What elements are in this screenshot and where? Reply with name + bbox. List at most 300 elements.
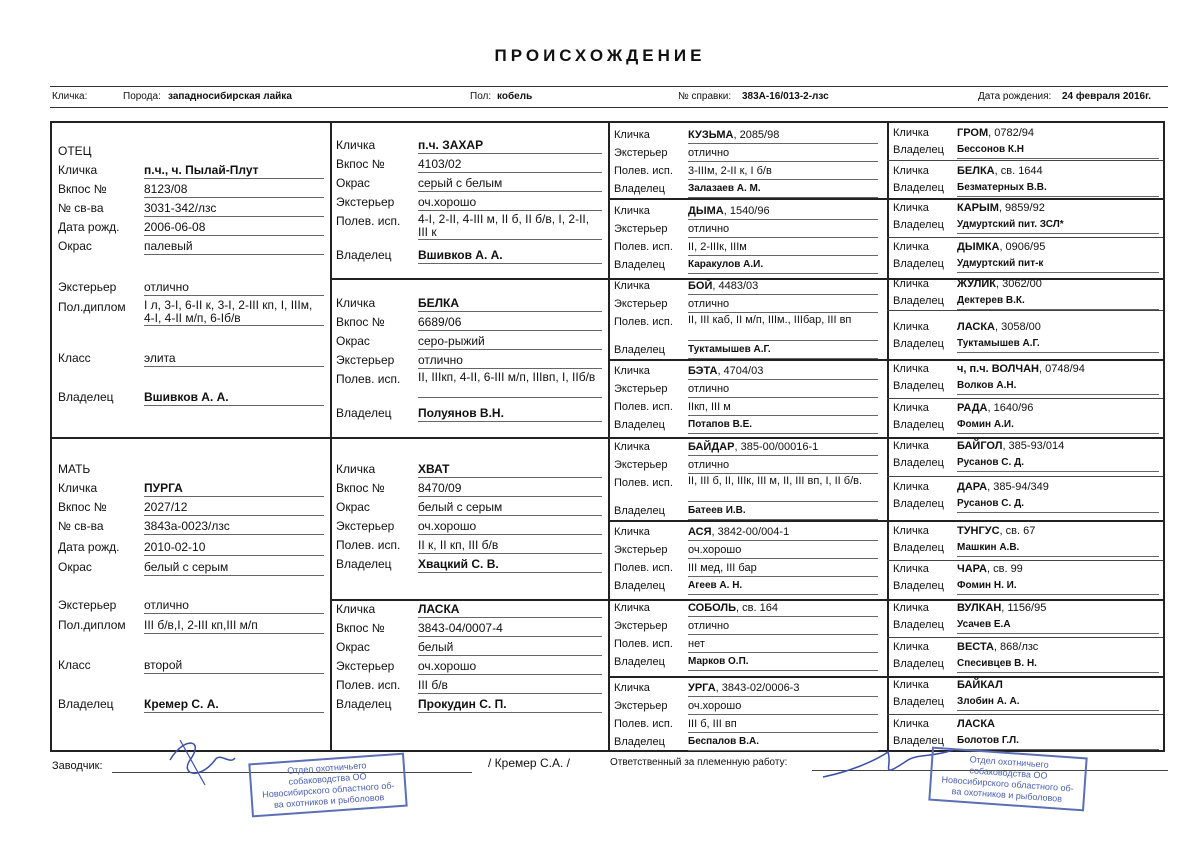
great-grandparent-field-label: Владелец <box>614 656 665 668</box>
mother-row: Окрас белый с серым <box>58 559 326 575</box>
dog-name: АСЯ <box>688 526 712 538</box>
great-great-grandparent-block <box>893 561 1161 597</box>
father-row: Кличка п.ч., ч. Пылай-Плут <box>58 162 326 178</box>
great-grandparent-row <box>614 524 884 540</box>
great-grandparent-field-value: II, III б, II, IIIк, III м, II, III вп, I, II б/в. <box>688 475 878 502</box>
great-grandparent-field-value: отлично <box>688 145 878 162</box>
great-grandparent-field-label: Экстерьер <box>614 459 668 471</box>
row-divider <box>887 398 1163 399</box>
great-great-grandparent-block <box>893 163 1161 199</box>
header-line <box>50 86 1168 108</box>
header-name-label: Кличка: <box>52 91 88 102</box>
great-great-grandparent-owner: Туктамышев А.Г. <box>957 336 1159 353</box>
grandparent-field-value: Полуянов В.Н. <box>418 405 602 422</box>
registry-number: , 9859/92 <box>998 202 1045 214</box>
great-great-grandparent-field-label: Кличка <box>893 718 929 730</box>
great-great-grandparent-row <box>893 256 1161 272</box>
great-great-grandparent-block <box>893 523 1161 559</box>
great-great-grandparent-field-label: Владелец <box>893 295 944 307</box>
great-great-grandparent-field-label: Владелец <box>893 258 944 270</box>
great-grandparent-field-label: Экстерьер <box>614 700 668 712</box>
great-great-grandparent-owner: Машкин А.В. <box>957 540 1159 557</box>
grandparent-row <box>336 537 604 553</box>
grandparent-field-value: ЛАСКА <box>418 601 602 618</box>
grandparent-row <box>336 499 604 515</box>
grandparent-field-label: Вкпос № <box>336 315 385 329</box>
great-great-grandparent-field-label: Кличка <box>893 127 929 139</box>
great-great-grandparent-row <box>893 694 1161 710</box>
great-grandparent-field-value: IIкп, III м <box>688 399 878 416</box>
grandparent-field-value: 4-I, 2-II, 4-III м, II б, II б/в, I, 2-II, III к <box>418 213 602 240</box>
registry-number: , св. 1644 <box>994 165 1043 177</box>
father-row: Вкпос № 8123/08 <box>58 181 326 197</box>
great-grandparent-row <box>614 698 884 714</box>
great-grandparent-field-value: Туктамышев А.Г. <box>688 342 878 359</box>
great-grandparent-row <box>614 363 884 379</box>
dog-name: УРГА <box>688 682 716 694</box>
great-great-grandparent-field-label: Кличка <box>893 202 929 214</box>
great-great-grandparent-owner: Волков А.Н. <box>957 378 1159 395</box>
dog-name: ЛАСКА <box>957 718 995 730</box>
grandparent-row <box>336 677 604 693</box>
registry-number: , 868/лзс <box>993 641 1039 653</box>
dog-name: ГРОМ <box>957 127 989 139</box>
great-great-grandparent-row <box>893 400 1161 416</box>
great-great-grandparent-row <box>893 438 1161 454</box>
dog-name: РАДА <box>957 402 988 414</box>
registry-number: , 385-00/00016-1 <box>734 441 819 453</box>
great-grandparent-field-value: отлично <box>688 221 878 238</box>
dog-name: БАЙКАЛ <box>957 679 1003 691</box>
great-grandparent-row <box>614 278 884 294</box>
grandparent-block <box>336 295 604 445</box>
grandparent-row <box>336 314 604 330</box>
registry-number: , 3842-00/004-1 <box>711 526 790 538</box>
mother-row: Класс второй <box>58 657 326 673</box>
registry-number: , св. 99 <box>987 563 1023 575</box>
great-great-grandparent-block <box>893 361 1161 397</box>
great-grandparent-field-value: III мед, III бар <box>688 560 878 577</box>
grandparent-row <box>336 620 604 636</box>
grandparent-field-label: Вкпос № <box>336 157 385 171</box>
breeder-name: / Кремер С.А. / <box>488 756 570 770</box>
father-row: Окрас палевый <box>58 238 326 254</box>
great-great-grandparent-row <box>893 142 1161 158</box>
great-great-grandparent-owner: Безматерных В.В. <box>957 180 1159 197</box>
great-great-grandparent-block <box>893 276 1161 312</box>
great-great-grandparent-row <box>893 163 1161 179</box>
great-grandparent-name <box>688 127 878 144</box>
great-great-grandparent-name <box>957 276 1159 292</box>
great-great-grandparent-owner: Русанов С. Д. <box>957 496 1159 513</box>
great-grandparent-row <box>614 181 884 197</box>
grandparent-row <box>336 658 604 674</box>
great-grandparent-field-label: Экстерьер <box>614 620 668 632</box>
great-great-grandparent-block <box>893 400 1161 436</box>
grandparent-row <box>336 213 604 239</box>
page-title: ПРОИСХОЖДЕНИЕ <box>494 46 706 65</box>
dog-name: ВУЛКАН <box>957 602 1002 614</box>
great-grandparent-field-label: Полев. исп. <box>614 718 673 730</box>
great-grandparent-row <box>614 457 884 473</box>
registry-number: , 3062/00 <box>995 278 1042 290</box>
great-grandparent-row <box>614 636 884 652</box>
grandparent-row <box>336 556 604 572</box>
registry-number: , 385-94/349 <box>987 481 1049 493</box>
great-grandparent-field-value: оч.хорошо <box>688 542 878 559</box>
great-great-grandparent-field-label: Кличка <box>893 321 929 333</box>
great-great-grandparent-field-label: Кличка <box>893 440 929 452</box>
great-grandparent-name <box>688 203 878 220</box>
great-grandparent-field-value: Батеев И.В. <box>688 503 878 520</box>
great-grandparent-name <box>688 600 878 617</box>
row-divider <box>887 714 1163 715</box>
grandparent-field-value: отлично <box>418 352 602 369</box>
registry-number: , 4704/03 <box>717 365 764 377</box>
great-grandparent-field-value: II, III каб, II м/п, IIIм., IIIбар, III вп <box>688 314 878 341</box>
great-grandparent-row <box>614 239 884 255</box>
great-grandparent-row <box>614 439 884 455</box>
great-great-grandparent-field-label: Владелец <box>893 498 944 510</box>
grandparent-block <box>336 601 604 751</box>
great-great-grandparent-field-label: Кличка <box>893 525 929 537</box>
dog-name: БАЙГОЛ <box>957 440 1003 452</box>
grandparent-field-value: серый с белым <box>418 175 602 192</box>
great-great-grandparent-block <box>893 239 1161 275</box>
great-grandparent-row <box>614 417 884 433</box>
grandparent-field-value: Вшивков А. А. <box>418 247 602 264</box>
dog-name: БЕЛКА <box>957 165 995 177</box>
great-great-grandparent-block <box>893 125 1161 161</box>
registry-number: , 2085/98 <box>733 129 780 141</box>
great-great-grandparent-field-label: Кличка <box>893 481 929 493</box>
great-great-grandparent-name <box>957 239 1159 255</box>
grandparent-row <box>336 247 604 263</box>
grandparent-field-value: II к, II кп, III б/в <box>418 537 602 554</box>
great-great-grandparent-name <box>957 479 1159 495</box>
great-grandparent-field-label: Владелец <box>614 344 665 356</box>
dog-name: ДЫМКА <box>957 241 1000 253</box>
grandparent-row <box>336 295 604 311</box>
grandparent-field-label: Кличка <box>336 462 376 476</box>
header-breed-label: Порода: <box>123 91 161 102</box>
dog-name: ЖУЛИК <box>957 278 996 290</box>
great-grandparent-field-value: Беспалов В.А. <box>688 734 878 751</box>
great-grandparent-row <box>614 618 884 634</box>
father-row: Пол.диплом I л, 3-I, 6-II к, 3-I, 2-III кп, I, IIIм, 4-I, 4-II м/п, 6-Iб/в <box>58 299 326 329</box>
great-great-grandparent-row <box>893 677 1161 693</box>
grandparent-field-label: Экстерьер <box>336 195 395 209</box>
great-grandparent-block <box>614 127 884 203</box>
mother-name: ПУРГА <box>144 480 324 497</box>
great-grandparent-field-label: Экстерьер <box>614 383 668 395</box>
grandparent-field-label: Полев. исп. <box>336 372 401 386</box>
registry-number: , 4483/03 <box>712 280 759 292</box>
great-grandparent-row <box>614 680 884 696</box>
grandparent-field-value: II, IIIкп, 4-II, 6-III м/п, IIIвп, I, IIб/в <box>418 371 602 398</box>
great-grandparent-field-value: Марков О.П. <box>688 654 878 671</box>
great-grandparent-field-label: Кличка <box>614 280 650 292</box>
great-grandparent-field-label: Полев. исп. <box>614 241 673 253</box>
grandparent-field-label: Экстерьер <box>336 659 395 673</box>
great-great-grandparent-block <box>893 200 1161 236</box>
grandparent-field-value: БЕЛКА <box>418 295 602 312</box>
mother-row: Дата рожд. 2010-02-10 <box>58 539 326 555</box>
grandparent-field-label: Кличка <box>336 296 376 310</box>
great-great-grandparent-name <box>957 438 1159 454</box>
dog-name: ч, п.ч. ВОЛЧАН <box>957 363 1039 375</box>
great-grandparent-row <box>614 381 884 397</box>
great-great-grandparent-name <box>957 600 1159 616</box>
great-grandparent-field-label: Экстерьер <box>614 223 668 235</box>
grandparent-row <box>336 518 604 534</box>
great-great-grandparent-field-label: Владелец <box>893 219 944 231</box>
great-grandparent-field-label: Владелец <box>614 419 665 431</box>
grandparent-field-label: Владелец <box>336 248 392 262</box>
great-great-grandparent-block <box>893 479 1161 515</box>
grandparent-field-value: 4103/02 <box>418 156 602 173</box>
dog-name: СОБОЛЬ <box>688 602 737 614</box>
father-heading: ОТЕЦ <box>58 144 92 158</box>
registry-number: , 3058/00 <box>995 321 1041 333</box>
registry-number: , 0748/94 <box>1038 363 1085 375</box>
great-great-grandparent-owner: Злобин А. А. <box>957 694 1159 711</box>
grandparent-field-value: оч.хорошо <box>418 518 602 535</box>
dog-name: БАЙДАР <box>688 441 735 453</box>
great-grandparent-row <box>614 716 884 732</box>
pedigree-grid <box>50 121 1165 752</box>
great-grandparent-name <box>688 680 878 697</box>
great-great-grandparent-row <box>893 200 1161 216</box>
great-great-grandparent-field-label: Владелец <box>893 658 944 670</box>
great-great-grandparent-field-label: Кличка <box>893 641 929 653</box>
great-great-grandparent-owner: Фомин Н. И. <box>957 578 1159 595</box>
great-great-grandparent-field-label: Кличка <box>893 679 929 691</box>
grandparent-field-value: 3843-04/0007-4 <box>418 620 602 637</box>
grandparent-field-value: Прокудин С. П. <box>418 696 602 713</box>
great-grandparent-field-value: отлично <box>688 457 878 474</box>
great-great-grandparent-name <box>957 200 1159 216</box>
great-grandparent-name <box>688 524 878 541</box>
dog-name: БЭТА <box>688 365 718 377</box>
great-grandparent-block <box>614 600 884 676</box>
great-grandparent-field-label: Экстерьер <box>614 544 668 556</box>
father-row: № св-ва 3031-342/лзс <box>58 200 326 216</box>
father-row: Дата рожд. 2006-06-08 <box>58 219 326 235</box>
great-great-grandparent-row <box>893 578 1161 594</box>
mother-row: Вкпос № 2027/12 <box>58 499 326 515</box>
registry-number: , 0782/94 <box>988 127 1035 139</box>
grandparent-row <box>336 156 604 172</box>
great-grandparent-field-value: Залазаев А. М. <box>688 181 878 198</box>
great-great-grandparent-owner: Болотов Г.Л. <box>957 733 1159 750</box>
great-grandparent-field-label: Кличка <box>614 129 650 141</box>
grandparent-field-value: III б/в <box>418 677 602 694</box>
great-great-grandparent-row <box>893 319 1161 335</box>
mother-block <box>58 461 326 751</box>
great-great-grandparent-row <box>893 656 1161 672</box>
great-grandparent-row <box>614 560 884 576</box>
grandparent-row <box>336 601 604 617</box>
grandparent-row <box>336 480 604 496</box>
father-name: п.ч., ч. Пылай-Плут <box>144 162 324 179</box>
grandparent-field-label: Владелец <box>336 557 392 571</box>
great-great-grandparent-owner: Русанов С. Д. <box>957 455 1159 472</box>
dog-name: ДЫМА <box>688 205 724 217</box>
great-great-grandparent-field-label: Кличка <box>893 563 929 575</box>
great-great-grandparent-owner: Спесивцев В. Н. <box>957 656 1159 673</box>
breeder-signature <box>160 730 240 790</box>
great-grandparent-field-label: Кличка <box>614 602 650 614</box>
great-grandparent-field-label: Кличка <box>614 365 650 377</box>
great-great-grandparent-row <box>893 180 1161 196</box>
header-cert-label: № справки: <box>678 91 732 102</box>
grandparent-field-value: оч.хорошо <box>418 194 602 211</box>
great-great-grandparent-owner: Усачев Е.А <box>957 617 1159 634</box>
great-grandparent-row <box>614 600 884 616</box>
mother-row: № св-ва 3843а-0023/лзс <box>58 518 326 534</box>
father-block <box>58 143 326 433</box>
great-great-grandparent-owner: Удмуртский пит-к <box>957 256 1159 273</box>
grandparent-field-label: Полев. исп. <box>336 214 401 228</box>
great-great-grandparent-row <box>893 217 1161 233</box>
dog-name: ДАРА <box>957 481 988 493</box>
great-great-grandparent-row <box>893 336 1161 352</box>
great-grandparent-field-label: Полев. исп. <box>614 165 673 177</box>
grandparent-row <box>336 137 604 153</box>
great-great-grandparent-row <box>893 496 1161 512</box>
header-breed-value: западносибирская лайка <box>168 91 292 102</box>
grandparent-field-label: Полев. исп. <box>336 538 401 552</box>
registry-number: , св. 164 <box>736 602 778 614</box>
great-great-grandparent-owner: Бессонов К.Н <box>957 142 1159 159</box>
grandparent-field-label: Владелец <box>336 406 392 420</box>
great-great-grandparent-row <box>893 617 1161 633</box>
great-grandparent-field-label: Владелец <box>614 183 665 195</box>
great-great-grandparent-row <box>893 600 1161 616</box>
great-great-grandparent-field-label: Кличка <box>893 402 929 414</box>
registry-number: , 385-93/014 <box>1002 440 1065 452</box>
registry-number: , 1156/95 <box>1001 602 1047 614</box>
dog-name: ВЕСТА <box>957 641 994 653</box>
great-great-grandparent-field-label: Кличка <box>893 602 929 614</box>
grandparent-field-value: ХВАТ <box>418 461 602 478</box>
great-great-grandparent-block <box>893 639 1161 675</box>
registry-number: , 3843-02/0006-3 <box>715 682 800 694</box>
great-grandparent-row <box>614 314 884 330</box>
mother-row: Пол.диплом III б/в,I, 2-III кп,III м/п <box>58 617 326 633</box>
grandparent-row <box>336 333 604 349</box>
great-great-grandparent-name <box>957 561 1159 577</box>
grandparent-field-label: Окрас <box>336 640 370 654</box>
header-dob-label: Дата рождения: <box>978 91 1052 102</box>
great-great-grandparent-owner: Удмуртский пит. ЗСЛ* <box>957 217 1159 234</box>
registry-number: , 1640/96 <box>987 402 1034 414</box>
row-divider <box>887 476 1163 477</box>
great-grandparent-name <box>688 278 878 295</box>
grandparent-field-label: Вкпос № <box>336 621 385 635</box>
header-dob-value: 24 февраля 2016г. <box>1062 91 1152 102</box>
great-great-grandparent-row <box>893 276 1161 292</box>
great-great-grandparent-row <box>893 523 1161 539</box>
great-great-grandparent-name <box>957 125 1159 141</box>
breeder-label: Заводчик: <box>52 760 103 772</box>
great-great-grandparent-name <box>957 163 1159 179</box>
great-great-grandparent-field-label: Владелец <box>893 182 944 194</box>
dog-name: ТУНГУС <box>957 525 1000 537</box>
great-great-grandparent-field-label: Владелец <box>893 419 944 431</box>
great-great-grandparent-row <box>893 540 1161 556</box>
great-grandparent-row <box>614 145 884 161</box>
dog-name: БОЙ <box>688 280 713 292</box>
great-grandparent-field-label: Полев. исп. <box>614 316 673 328</box>
grandparent-field-label: Окрас <box>336 500 370 514</box>
grandparent-row <box>336 352 604 368</box>
great-grandparent-field-label: Полев. исп. <box>614 562 673 574</box>
great-grandparent-field-value: оч.хорошо <box>688 698 878 715</box>
grandparent-row <box>336 405 604 421</box>
grandparent-field-label: Полев. исп. <box>336 678 401 692</box>
great-great-grandparent-block <box>893 677 1161 713</box>
grandparent-row <box>336 461 604 477</box>
great-grandparent-row <box>614 127 884 143</box>
great-great-grandparent-field-label: Кличка <box>893 241 929 253</box>
great-grandparent-name <box>688 363 878 380</box>
great-grandparent-field-value: нет <box>688 636 878 653</box>
grandparent-field-label: Кличка <box>336 602 376 616</box>
great-great-grandparent-field-label: Владелец <box>893 380 944 392</box>
dog-name: ЛАСКА <box>957 321 995 333</box>
father-row: Класс элита <box>58 350 326 366</box>
great-grandparent-row <box>614 399 884 415</box>
great-great-grandparent-name <box>957 361 1159 377</box>
great-great-grandparent-field-label: Владелец <box>893 542 944 554</box>
great-grandparent-field-label: Кличка <box>614 205 650 217</box>
great-great-grandparent-owner: Фомин А.И. <box>957 417 1159 434</box>
grandparent-field-label: Окрас <box>336 334 370 348</box>
grandparent-field-label: Окрас <box>336 176 370 190</box>
row-divider <box>608 520 1163 522</box>
great-grandparent-block <box>614 363 884 439</box>
great-grandparent-field-value: отлично <box>688 618 878 635</box>
grandparent-block <box>336 137 604 287</box>
great-great-grandparent-name <box>957 319 1159 335</box>
great-great-grandparent-block <box>893 600 1161 636</box>
great-great-grandparent-field-label: Владелец <box>893 580 944 592</box>
breeder-stamp: Отдел охотничьего собаководства ОО Новосибирского областного об-ва охотников и рыболовов <box>248 753 407 818</box>
great-grandparent-field-label: Кличка <box>614 441 650 453</box>
header-cert-value: 383А-16/013-2-лзс <box>742 91 829 102</box>
grandparent-field-label: Кличка <box>336 138 376 152</box>
header-sex-label: Пол: <box>470 91 492 102</box>
great-great-grandparent-name <box>957 716 1159 732</box>
great-grandparent-row <box>614 654 884 670</box>
great-grandparent-field-value: III б, III вп <box>688 716 878 733</box>
dog-name: КУЗЬМА <box>688 129 734 141</box>
grandparent-field-value: белый с серым <box>418 499 602 516</box>
great-great-grandparent-field-label: Кличка <box>893 165 929 177</box>
registry-number: , 1540/96 <box>723 205 770 217</box>
great-grandparent-field-label: Кличка <box>614 526 650 538</box>
great-grandparent-block <box>614 439 884 515</box>
great-great-grandparent-row <box>893 716 1161 732</box>
great-grandparent-row <box>614 542 884 558</box>
great-great-grandparent-row <box>893 239 1161 255</box>
great-grandparent-field-label: Владелец <box>614 259 665 271</box>
grandparent-field-value: п.ч. ЗАХАР <box>418 137 602 154</box>
mother-row: Владелец Кремер С. А. <box>58 696 326 712</box>
grandparent-field-label: Экстерьер <box>336 353 395 367</box>
